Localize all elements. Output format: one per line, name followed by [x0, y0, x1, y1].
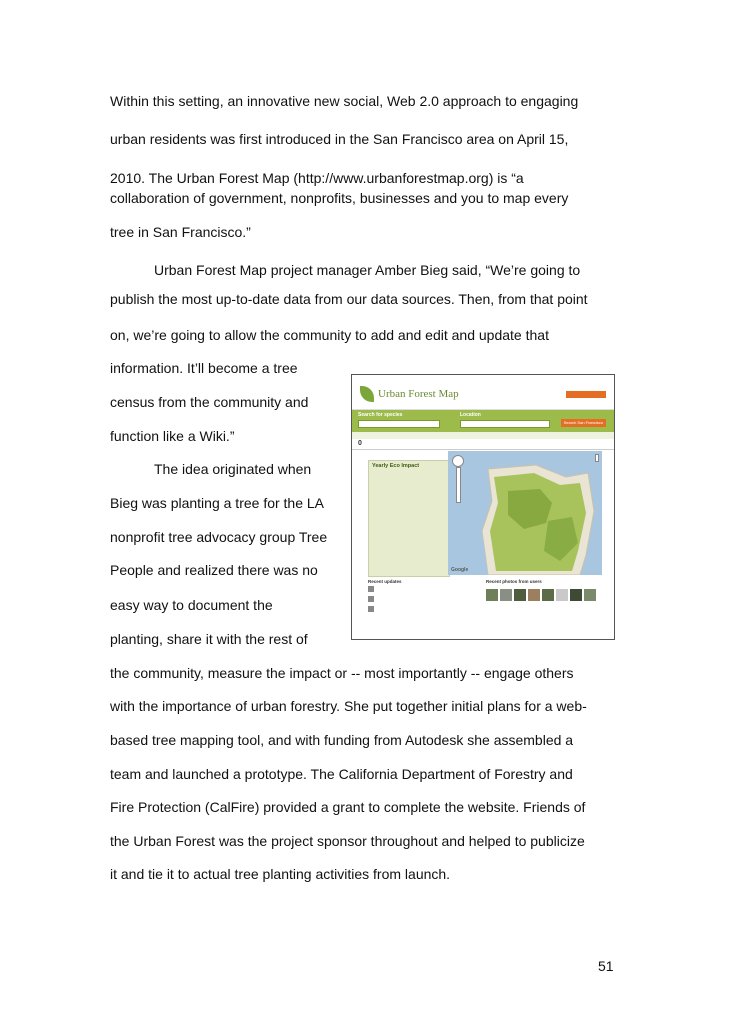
body-line: with the importance of urban forestry. She put together initial plans for a web-: [110, 698, 587, 714]
body-line: People and realized there was no: [110, 562, 318, 578]
recent-photos-title: Recent photos from users: [486, 579, 542, 584]
body-line: urban residents was first introduced in the San Francisco area on April 15,: [110, 131, 569, 147]
list-item: [368, 605, 488, 614]
screenshot-location-input: [460, 420, 550, 428]
screenshot-eco-title: Yearly Eco Impact: [372, 463, 420, 469]
screenshot-examples-strip: [352, 432, 614, 439]
body-line: nonprofit tree advocacy group Tree: [110, 529, 328, 545]
list-item: [368, 585, 488, 594]
page-number: 51: [598, 958, 614, 974]
body-line: Within this setting, an innovative new social, Web 2.0 approach to engaging: [110, 93, 579, 109]
body-line: easy way to document the: [110, 597, 273, 613]
screenshot-header: [352, 381, 614, 410]
avatar: [368, 586, 374, 592]
screenshot-tree-count: 0: [358, 440, 362, 447]
body-line: Fire Protection (CalFire) provided a grant to complete the website. Friends of: [110, 799, 586, 815]
san-francisco-map-graphic: [448, 451, 602, 575]
body-line: census from the community and: [110, 394, 309, 410]
screenshot-logo-text: Urban Forest Map: [378, 388, 459, 400]
screenshot-header-button: [566, 391, 586, 398]
screenshot-toolbar: [352, 439, 614, 450]
body-line: information. It’ll become a tree: [110, 360, 298, 376]
screenshot-recent-photos: [486, 579, 606, 601]
screenshot-species-label: Search for species: [358, 412, 403, 418]
map-pan-control-icon: [452, 455, 464, 467]
photo-thumbnail: [542, 589, 554, 601]
body-line: based tree mapping tool, and with funding from Autodesk she assembled a: [110, 732, 574, 748]
list-item: [368, 595, 488, 604]
body-line: team and launched a prototype. The California Department of Forestry and: [110, 766, 573, 782]
photo-thumbnail: [514, 589, 526, 601]
map-type-selector: [595, 454, 599, 462]
map-google-logo: Google: [451, 567, 469, 573]
body-line: function like a Wiki.”: [110, 428, 235, 444]
photo-thumbnail: [570, 589, 582, 601]
photo-thumbnail-row: [486, 589, 606, 601]
map-zoom-slider-icon: [456, 467, 461, 503]
photo-thumbnail: [556, 589, 568, 601]
screenshot-map: [448, 451, 602, 575]
avatar: [368, 596, 374, 602]
body-line: the community, measure the impact or -- most importantly -- engage others: [110, 665, 574, 681]
screenshot-location-label: Location: [460, 412, 481, 418]
body-line: publish the most up-to-date data from our data sources. Then, from that point: [110, 291, 588, 307]
body-line: tree in San Francisco.”: [110, 224, 251, 240]
screenshot-search-bar: [352, 410, 614, 432]
recent-updates-title: Recent updates: [368, 579, 402, 584]
screenshot-search-button: Search San Francisco: [561, 419, 606, 427]
body-line: planting, share it with the rest of: [110, 631, 308, 647]
body-line: Urban Forest Map project manager Amber Bieg said, “We’re going to: [154, 262, 581, 278]
screenshot-eco-panel: [368, 460, 450, 577]
body-line: The idea originated when: [154, 461, 312, 477]
body-line: it and tie it to actual tree planting activities from launch.: [110, 866, 451, 882]
screenshot-header-button: [586, 391, 606, 398]
body-line: Bieg was planting a tree for the LA: [110, 495, 325, 511]
screenshot-species-input: [358, 420, 440, 428]
body-line: 2010. The Urban Forest Map (http://www.urbanforestmap.org) is “a: [110, 170, 524, 186]
body-line: the Urban Forest was the project sponsor throughout and helped to publicize: [110, 833, 585, 849]
urban-forest-map-screenshot: [351, 374, 615, 640]
body-line: collaboration of government, nonprofits, businesses and you to map every: [110, 190, 569, 206]
photo-thumbnail: [486, 589, 498, 601]
leaf-logo-icon: [360, 386, 374, 402]
photo-thumbnail: [500, 589, 512, 601]
body-line: on, we’re going to allow the community to add and edit and update that: [110, 327, 549, 343]
avatar: [368, 606, 374, 612]
photo-thumbnail: [584, 589, 596, 601]
photo-thumbnail: [528, 589, 540, 601]
screenshot-recent-updates: [368, 579, 488, 614]
